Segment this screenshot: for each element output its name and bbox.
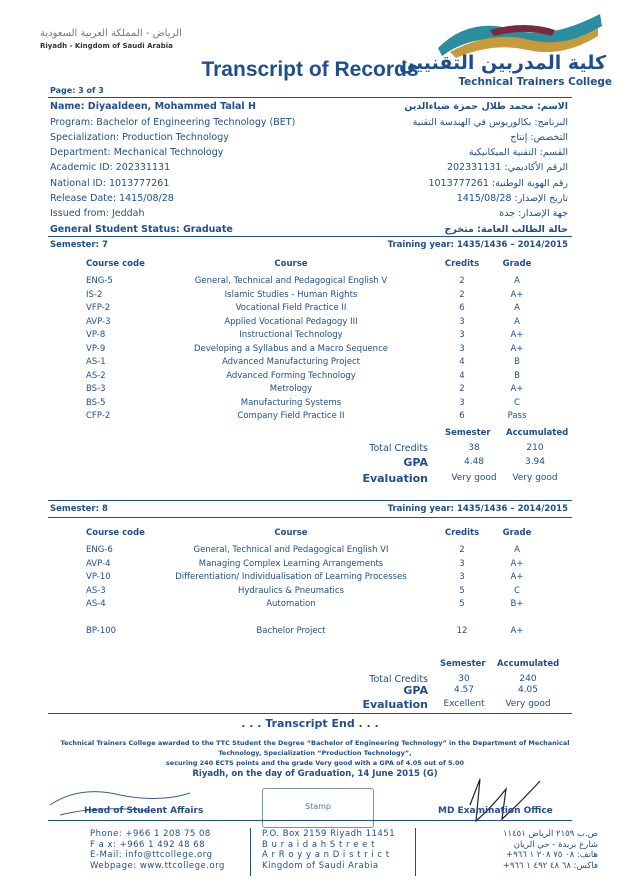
course-code: BP-100 (86, 625, 117, 636)
course-code: IS-2 (86, 289, 103, 300)
footer-district: A r R o y y a n D i s t r i c t (262, 850, 390, 860)
course-credits: 5 (459, 599, 465, 609)
course-course: Advanced Manufacturing Project (221, 357, 361, 367)
course-credits: 6 (459, 303, 465, 313)
header-divider (48, 97, 572, 98)
course-credits: 3 (459, 316, 465, 327)
stamp-label: Stamp (305, 802, 331, 811)
award-line-4: Riyadh, on the day of Graduation, 14 June 2015 (G) (192, 769, 438, 779)
course-code: BS-5 (86, 397, 106, 408)
sem7-semester-gpa: 4.48 (463, 457, 485, 467)
course-credits: 5 (459, 585, 465, 596)
course-grade: A (514, 303, 520, 313)
sem8-header-semester: Semester (440, 659, 486, 669)
logo-arabic-name: كلية المدربين التقنيين (398, 52, 606, 74)
student-name: Name: Diyaaldeen, Mohammed Talal H (50, 101, 256, 112)
award-line-2: Technology, Specialization “Production Technology”, (218, 749, 412, 757)
sem7-gpa-label: GPA (403, 456, 428, 469)
footer-arabic-line-1: ص.ب ٢١٥٩ الرياض ١١٤٥١ (502, 829, 598, 839)
end-divider (48, 713, 572, 714)
transcript-end: . . . Transcript End . . . (241, 717, 379, 730)
course-credits: 4 (459, 357, 465, 367)
course-course: Developing a Syllabus and a Macro Sequence (194, 343, 388, 354)
course-credits: 2 (459, 384, 465, 394)
student-status-arabic: حالة الطالب العامة: متخرج (444, 224, 568, 235)
course-course: General, Technical and Pedagogical English VI (193, 545, 389, 555)
header-english-location: Riyadh - Kingdom of Saudi Arabia (40, 42, 173, 50)
sem8-total-credits-label: Total Credits (369, 674, 428, 685)
student-issued-from: Issued from: Jeddah (50, 208, 145, 219)
footer-arabic-address (503, 829, 598, 871)
sem8-evaluation-label: Evaluation (362, 698, 428, 711)
course-course: Metrology (269, 384, 313, 394)
student-specialization-arabic: التخصص: إنتاج (510, 132, 568, 143)
course-course: Advanced Forming Technology (226, 370, 356, 381)
student-academic-id: Academic ID: 202331131 (50, 162, 171, 173)
course-code: BS-3 (86, 384, 106, 394)
student-department: Department: Mechanical Technology (50, 147, 224, 158)
course-code: VP-8 (86, 330, 106, 340)
page-number: Page: 3 of 3 (50, 86, 104, 95)
course-credits: 3 (459, 330, 465, 340)
course-code: VFP-2 (86, 303, 111, 313)
college-stamp (262, 788, 374, 828)
sem7-evaluation-label: Evaluation (362, 472, 428, 485)
course-course: Managing Complex Learning Arrangements (198, 558, 384, 569)
sem7-semester-credits: 38 (468, 443, 480, 453)
course-credits: 3 (459, 558, 465, 569)
course-course: Differentiation/ Individualisation of Learning Processes (175, 572, 407, 582)
logo-english-name: Technical Trainers College (458, 76, 612, 88)
course-credits: 6 (459, 411, 465, 421)
course-course: General, Technical and Pedagogical English V (194, 276, 388, 286)
course-credits: 2 (459, 289, 465, 300)
sem8-header-credits: Credits (444, 528, 480, 538)
sem8-header-grade: Grade (502, 528, 532, 538)
semester-8-top-divider (48, 500, 572, 501)
semester-7-training-year: Training year: 1435/1436 – 2014/2015 (387, 240, 568, 250)
semester-8-header-divider (48, 517, 572, 518)
course-credits: 4 (459, 370, 465, 381)
semester-7-label: Semester: 7 (50, 240, 108, 250)
course-course: Manufacturing Systems (240, 397, 342, 408)
course-course: Company Field Practice II (237, 411, 345, 421)
course-code: AS-1 (86, 357, 106, 367)
student-status: General Student Status: Graduate (50, 224, 233, 235)
course-grade: A+ (510, 572, 524, 582)
course-grade: A+ (510, 625, 524, 636)
course-credits: 2 (459, 545, 465, 555)
course-credits: 2 (459, 276, 465, 286)
sem8-semester-evaluation: Excellent (443, 699, 485, 709)
student-release-date: Release Date: 1415/08/28 (50, 193, 174, 204)
sem8-header-course: Course (274, 528, 308, 538)
student-department-arabic: القسم: التقنية الميكانيكية (468, 147, 568, 158)
course-grade: C (514, 585, 520, 596)
sem8-semester-credits: 30 (458, 674, 470, 684)
course-grade: Pass (507, 411, 527, 421)
sem7-header-grade: Grade (502, 259, 532, 269)
sem7-accumulated-credits: 210 (526, 443, 544, 453)
footer-separator-2 (415, 828, 416, 876)
sem7-header-course: Course (274, 259, 308, 269)
course-grade: A+ (510, 289, 524, 300)
footer-email: E-Mail: info@ttcollege.org (90, 850, 213, 860)
award-line-1: Technical Trainers College awarded to the TTC Student the Degree “Bachelor of Engineering Technology” in the Department of Mechanical (60, 739, 570, 747)
course-grade: B+ (510, 599, 524, 609)
course-code: ENG-5 (86, 276, 113, 286)
sem7-total-credits-label: Total Credits (369, 443, 428, 454)
student-issued-from-arabic: جهة الإصدار: جدة (499, 208, 568, 219)
sem8-semester-gpa: 4.57 (453, 685, 475, 695)
course-credits: 3 (459, 572, 465, 582)
sem7-accumulated-gpa: 3.94 (524, 457, 546, 467)
student-program-arabic: البرنامج: بكالوريوس في الهندسة التقنية (412, 117, 568, 128)
page-title: Transcript of Records (201, 58, 419, 81)
footer-contact (90, 829, 225, 871)
course-course: Vocational Field Practice II (235, 303, 347, 313)
course-code: ENG-6 (86, 545, 113, 555)
course-course: Automation (266, 599, 316, 609)
course-code: AS-4 (86, 599, 106, 609)
course-grade: A+ (510, 330, 524, 340)
signature-head-student-affairs: Head of Student Affairs (84, 806, 204, 816)
footer-arabic-line-3: هاتف: ٠٨ ٧٥ ٢٠٨ ١ ٩٦٦+ (505, 850, 598, 860)
course-grade: B (514, 357, 520, 367)
sem7-header-semester: Semester (445, 428, 491, 438)
student-specialization: Specialization: Production Technology (50, 132, 229, 143)
footer-po-box: P.O. Box 2159 Riyadh 11451 (262, 829, 396, 839)
sem7-header-credits: Credits (444, 259, 480, 269)
course-credits: 12 (456, 625, 468, 636)
footer-separator-1 (250, 828, 251, 876)
sem7-header-code: Course code (86, 259, 145, 269)
course-course: Instructional Technology (239, 330, 343, 340)
sem7-header-accumulated: Accumulated (506, 428, 569, 438)
student-national-id: National ID: 1013777261 (50, 178, 170, 189)
course-credits: 3 (459, 343, 465, 354)
course-code: AVP-3 (86, 316, 111, 327)
course-code: AVP-4 (86, 558, 111, 569)
footer-arabic-line-4: فاكس: ٦٨ ٤٨ ٤٩٢ ١ ٩٦٦+ (502, 860, 598, 871)
footer-divider (48, 820, 572, 821)
course-grade: A (514, 545, 520, 555)
footer-arabic-line-2: شارع بريدة - حي الريان (513, 839, 598, 850)
student-release-date-arabic: تاريخ الإصدار: 1415/08/28 (456, 193, 568, 204)
signature-md-examination-office: MD Examination Office (438, 806, 553, 816)
course-course: Hydraulics & Pneumatics (237, 585, 345, 596)
course-course: Applied Vocational Pedagogy III (224, 316, 358, 327)
sem8-header-code: Course code (86, 528, 145, 538)
sem8-accumulated-gpa: 4.05 (517, 685, 539, 695)
course-code: VP-9 (86, 343, 106, 354)
semester-8-label: Semester: 8 (50, 504, 108, 514)
course-grade: A+ (510, 343, 524, 354)
award-line-3: securing 240 ECTS points and the grade Very good with a GPA of 4.05 out of 5.00 (165, 759, 465, 767)
footer-fax: F a x: +966 1 492 48 68 (90, 839, 206, 850)
sem8-gpa-label: GPA (403, 684, 428, 697)
course-grade: A+ (510, 384, 524, 394)
course-code: AS-2 (86, 370, 106, 381)
student-program: Program: Bachelor of Engineering Technology (BET) (50, 117, 296, 128)
semester-8-training-year: Training year: 1435/1436 – 2014/2015 (387, 504, 568, 514)
student-academic-id-arabic: الرقم الأكاديمي: 202331131 (446, 162, 568, 173)
sem8-accumulated-credits: 240 (519, 674, 537, 684)
course-code: CFP-2 (86, 411, 111, 421)
footer-phone: Phone: +966 1 208 75 08 (90, 829, 211, 839)
student-national-id-arabic: رقم الهوية الوطنية: 1013777261 (428, 178, 568, 189)
course-grade: B (514, 370, 520, 381)
course-course: Islamic Studies - Human Rights (224, 289, 358, 300)
details-divider (48, 236, 572, 237)
course-course: Bachelor Project (256, 625, 326, 636)
course-grade: C (514, 397, 520, 408)
course-credits: 3 (459, 397, 465, 408)
course-grade: A (514, 276, 520, 286)
course-code: AS-3 (86, 585, 106, 596)
footer-address (262, 829, 395, 871)
header-arabic-location: الرياض - المملكة العربية السعودية (40, 28, 182, 39)
footer-webpage: Webpage: www.ttcollege.org (90, 860, 225, 871)
footer-country: Kingdom of Saudi Arabia (262, 860, 379, 871)
sem8-accumulated-evaluation: Very good (505, 699, 551, 709)
footer-street: B u r a i d a h S t r e e t (262, 839, 375, 850)
course-code: VP-10 (86, 572, 111, 582)
sem8-header-accumulated: Accumulated (497, 659, 560, 669)
course-grade: A (514, 316, 520, 327)
course-grade: A+ (510, 558, 524, 569)
sem7-semester-evaluation: Very good (451, 473, 497, 483)
sem7-accumulated-evaluation: Very good (512, 473, 558, 483)
college-logo-graphic (430, 8, 610, 58)
student-name-arabic: الاسم: محمد طلال حمزة ضياءالدين (404, 101, 568, 112)
